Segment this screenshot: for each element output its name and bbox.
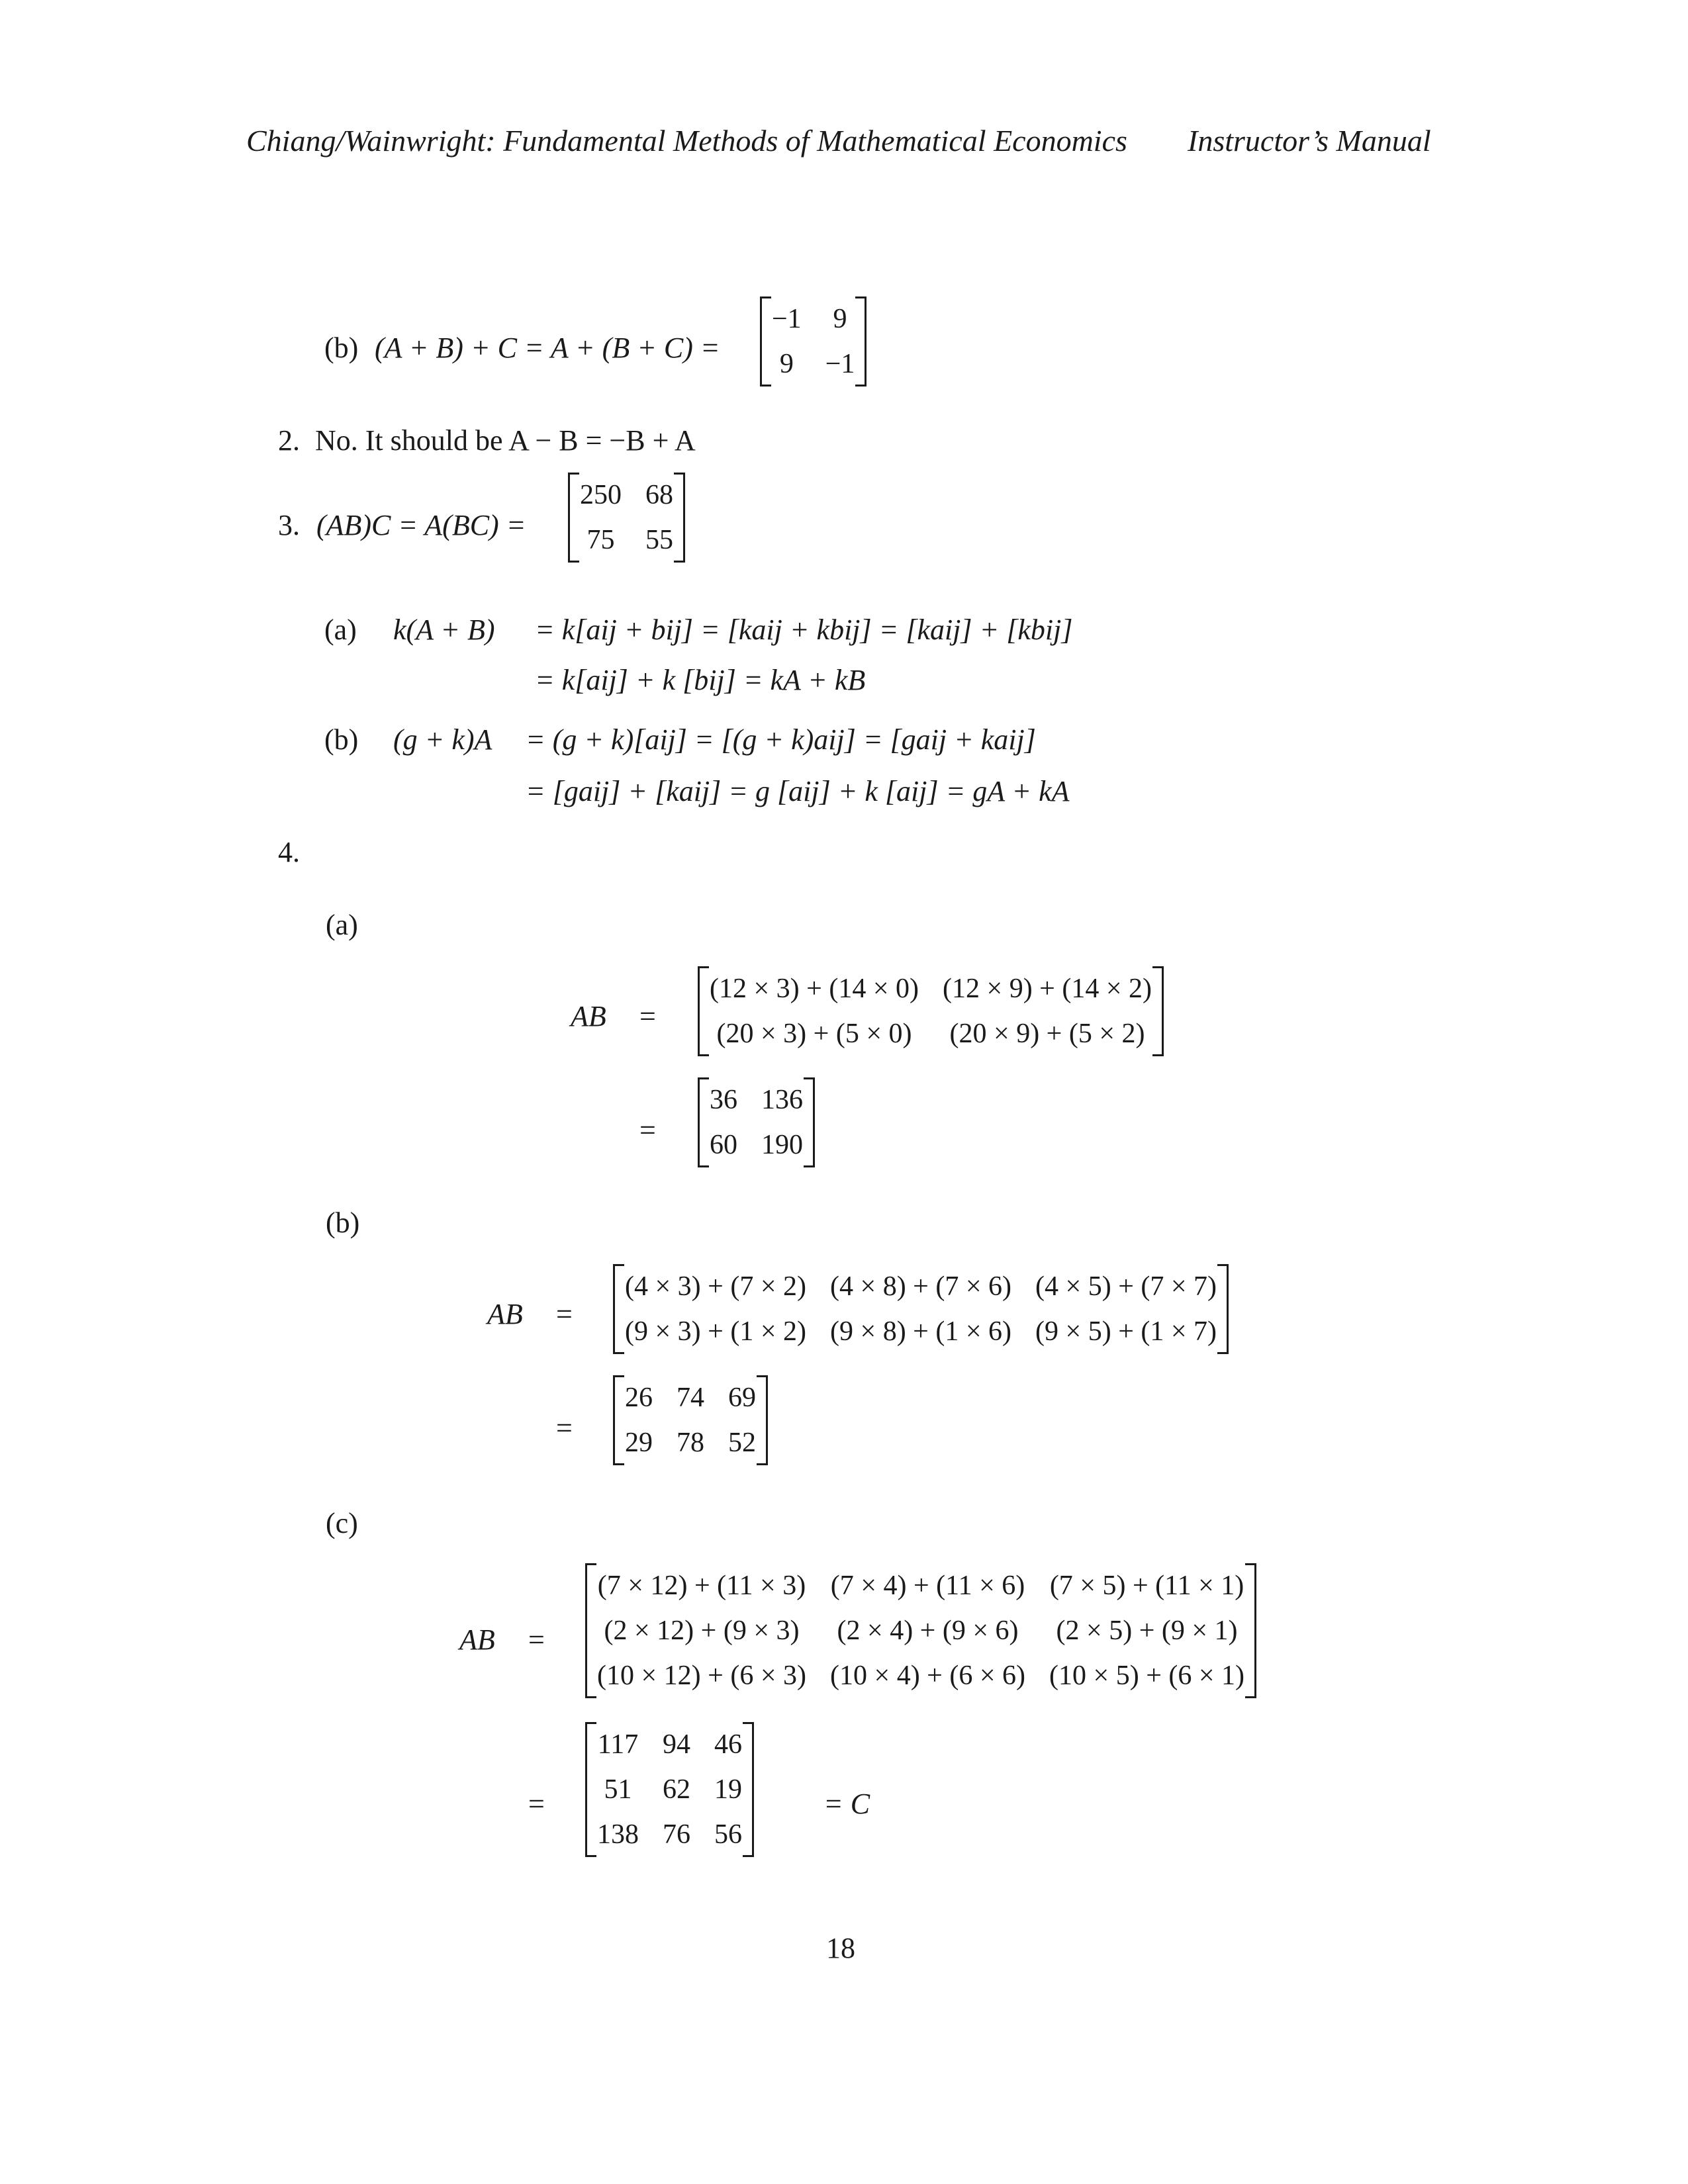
problem-3a-lhs: k(A + B) [393,614,495,646]
matrix-row [698,1011,1164,1056]
matrix-cell: 9 [833,304,847,334]
matrix-cell: 250 [580,480,622,510]
matrix-cell: 52 [728,1428,756,1458]
problem-4c-label: (c) [326,1507,358,1539]
matrix-cell: 117 [597,1729,639,1760]
matrix-cell: 138 [597,1819,639,1850]
matrix-cell-expression: (10 × 4) + (6 × 6) [830,1661,1026,1691]
matrix-cell: 68 [645,480,673,510]
problem-4b-eq2: = [556,1412,573,1444]
problem-4c-expanded-matrix [585,1563,1256,1698]
problem-4a-expanded-matrix [698,966,1164,1056]
matrix-cell: 78 [677,1428,704,1458]
problem-4b-label: (b) [326,1206,360,1239]
problem-4c-suffix: = C [823,1788,870,1820]
problem-2-number: 2. [278,424,300,457]
matrix-cell-expression: (10 × 5) + (6 × 1) [1049,1661,1245,1691]
problem-3a-line1: = k[aij + bij] = [kaij + kbij] = [kaij] + [kbij] [535,614,1073,646]
matrix-cell: 60 [710,1130,737,1160]
matrix-cell-expression: (2 × 5) + (9 × 1) [1056,1615,1238,1646]
matrix-cell: 69 [728,1383,756,1413]
matrix-row [698,1077,815,1122]
matrix-cell: 190 [761,1130,803,1160]
matrix-row [585,1563,1256,1608]
matrix-row [585,1653,1256,1698]
matrix-cell: 55 [645,525,673,555]
matrix-cell-expression: (4 × 3) + (7 × 2) [625,1271,807,1302]
matrix-row [760,341,867,387]
matrix-cell-expression: (2 × 12) + (9 × 3) [604,1615,800,1646]
matrix-row [613,1309,1229,1354]
matrix-row [698,1122,815,1167]
problem-3-equation: (AB)C = A(BC) = [316,509,526,541]
matrix-cell: 36 [710,1085,737,1115]
matrix-cell-expression: (7 × 12) + (11 × 3) [597,1570,806,1601]
problem-3b-line1: = (g + k)[aij] = [(g + k)aij] = [gaij + kaij] [526,723,1036,756]
matrix-cell: 62 [663,1774,690,1805]
matrix-cell: −1 [772,304,802,334]
problem-4b-lhs: AB [487,1298,523,1330]
matrix-cell-expression: (20 × 9) + (5 × 2) [949,1019,1145,1049]
matrix-cell: 29 [625,1428,653,1458]
matrix-cell: 75 [586,525,615,555]
problem-4b-eq1: = [556,1298,573,1330]
matrix-cell-expression: (10 × 12) + (6 × 3) [597,1661,807,1691]
problem-3b-lhs: (g + k)A [393,723,492,756]
problem-4a-eq1: = [639,1000,656,1032]
matrix-cell: 76 [663,1819,690,1850]
matrix-row [760,296,867,341]
matrix-cell: 94 [663,1729,690,1760]
matrix-cell: 19 [714,1774,742,1805]
problem-4c-eq1: = [528,1623,545,1656]
matrix-cell: 136 [761,1085,803,1115]
matrix-cell-expression: (12 × 3) + (14 × 0) [710,974,919,1004]
problem-1b-label: (b) [324,332,359,364]
problem-4b-result-matrix [613,1375,768,1465]
matrix-cell-expression: (4 × 8) + (7 × 6) [830,1271,1012,1302]
problem-3b-line2: = [gaij] + [kaij] = g [aij] + k [aij] = gA + kA [526,775,1070,807]
matrix-cell: −1 [825,349,855,379]
matrix-row [585,1767,754,1812]
problem-3a-label: (a) [324,614,357,646]
problem-3-number: 3. [278,509,300,541]
problem-4a-result-matrix [698,1077,815,1167]
problem-4c-result-matrix [585,1722,754,1857]
problem-4-number: 4. [278,836,300,868]
matrix-cell-expression: (4 × 5) + (7 × 7) [1035,1271,1217,1302]
problem-3a-line2: = k[aij] + k [bij] = kA + kB [535,664,866,696]
matrix-row [585,1722,754,1767]
problem-4a-label: (a) [326,909,358,941]
problem-4a-eq2: = [639,1114,656,1146]
matrix-row [568,518,685,563]
matrix-row [585,1608,1256,1653]
matrix-row [585,1812,754,1857]
problem-3b-label: (b) [324,723,359,756]
matrix-cell-expression: (9 × 3) + (1 × 2) [625,1316,807,1347]
matrix-cell-expression: (20 × 3) + (5 × 0) [716,1019,912,1049]
matrix-cell-expression: (7 × 5) + (11 × 1) [1049,1570,1244,1601]
matrix-cell: 51 [604,1774,632,1805]
matrix-row [613,1420,768,1465]
problem-1b-matrix [760,296,867,387]
page-number: 18 [826,1932,855,1964]
matrix-cell: 56 [714,1819,742,1850]
problem-4b-expanded-matrix [613,1264,1229,1354]
problem-2-text: No. It should be A − B = −B + A [315,424,696,457]
matrix-row [613,1264,1229,1309]
problem-3-matrix [568,473,685,563]
matrix-cell: 26 [625,1383,653,1413]
matrix-cell-expression: (2 × 4) + (9 × 6) [837,1615,1019,1646]
problem-4a-lhs: AB [571,1000,606,1032]
matrix-cell: 74 [677,1383,704,1413]
matrix-row [568,473,685,518]
matrix-cell-expression: (9 × 8) + (1 × 6) [830,1316,1012,1347]
matrix-cell: 46 [714,1729,742,1760]
matrix-cell-expression: (12 × 9) + (14 × 2) [943,974,1152,1004]
problem-1b-equation: (A + B) + C = A + (B + C) = [375,332,720,364]
matrix-cell: 9 [779,349,794,379]
matrix-row [698,966,1164,1011]
running-header-title: Chiang/Wainwright: Fundamental Methods of Mathematical Economics [246,124,1127,158]
matrix-cell-expression: (9 × 5) + (1 × 7) [1035,1316,1217,1347]
matrix-cell-expression: (7 × 4) + (11 × 6) [830,1570,1025,1601]
matrix-row [613,1375,768,1420]
running-header-manual: Instructor’s Manual [1188,124,1431,158]
problem-4c-eq2: = [528,1788,545,1820]
problem-4c-lhs: AB [459,1623,495,1656]
